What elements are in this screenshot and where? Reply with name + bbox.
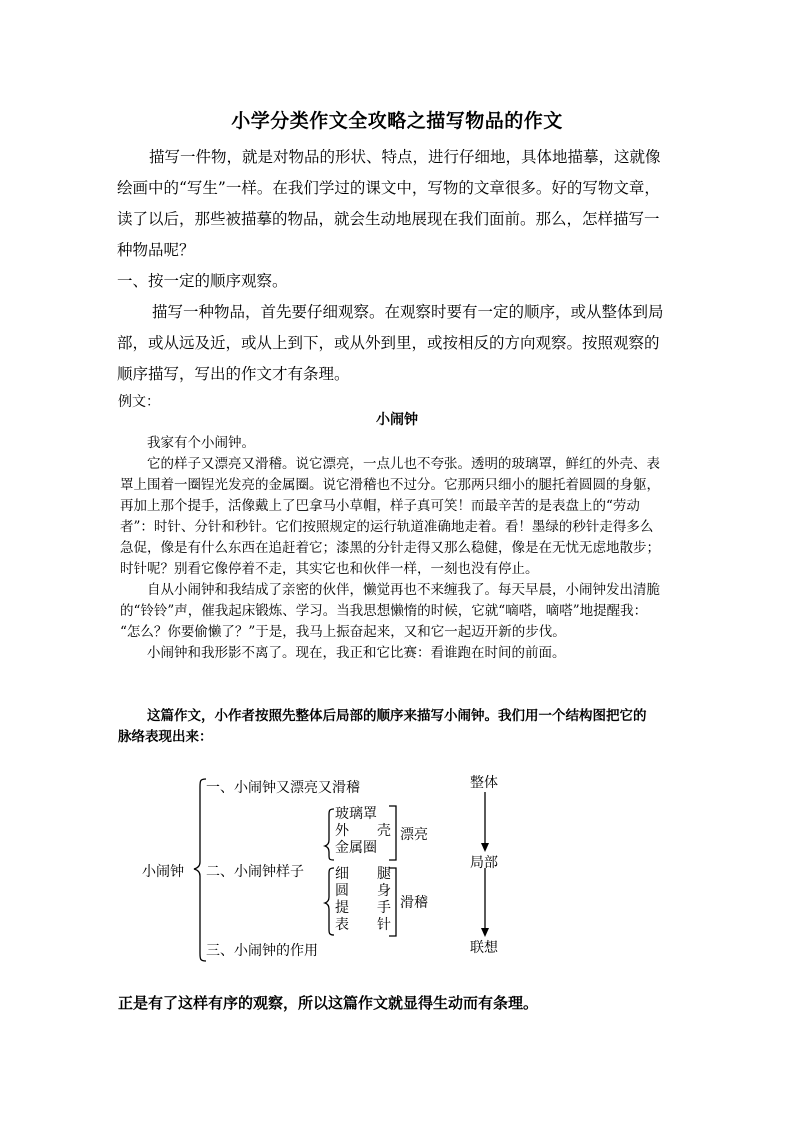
intro-line-2: 绘画中的“写生”一样。在我们学过的课文中，写物的文章很多。好的写物文章， bbox=[117, 179, 660, 197]
main-brace bbox=[194, 779, 206, 961]
essay-line: 罩上围着一圈锃光发亮的金属圈。说它滑稽也不过分。它那两只细小的腿托着圆圆的身躯， bbox=[120, 477, 660, 493]
essay-line: “怎么？你要偷懒了？”于是，我马上振奋起来，又和它一起迈开新的步伐。 bbox=[120, 624, 566, 640]
diagram-branch-3: 三、小闹钟的作用 bbox=[206, 943, 318, 959]
arrow-head-1 bbox=[481, 843, 489, 852]
group1-label: 漂亮 bbox=[400, 827, 428, 843]
group1-item: 金属圈 bbox=[335, 840, 377, 856]
group1-brace bbox=[325, 809, 334, 860]
essay-line: 小闹钟和我形影不离了。现在，我正和它比赛：看谁跑在时间的前面。 bbox=[147, 645, 566, 661]
group2-item: 圆 身 bbox=[335, 883, 391, 899]
essay-title: 小闹钟 bbox=[376, 412, 418, 428]
group2-label: 滑稽 bbox=[400, 895, 428, 911]
group1-item: 外 壳 bbox=[335, 823, 391, 839]
intro-line-4: 种物品呢？ bbox=[117, 241, 195, 259]
essay-line: 者”：时针、分针和秒针。它们按照规定的运行轨道准确地走着。看！墨绿的秒针走得多么 bbox=[120, 519, 654, 535]
section1-line-1: 描写一种物品，首先要仔细观察。在观察时要有一定的顺序，或从整体到局 bbox=[152, 303, 664, 321]
section1-line-2: 部，或从远及近，或从上到下，或从外到里，或按相反的方向观察。按照观察的 bbox=[117, 334, 660, 352]
intro-line-1: 描写一件物，就是对物品的形状、特点，进行仔细地，具体地描摹，这就像 bbox=[149, 148, 661, 166]
arrow-head-2 bbox=[481, 928, 489, 937]
diagram-group-1 bbox=[335, 806, 391, 857]
group2-item: 提 手 bbox=[335, 900, 391, 916]
group2-brace bbox=[325, 868, 334, 935]
diagram-root: 小闹钟 bbox=[142, 864, 184, 880]
conclusion: 正是有了这样有序的观察，所以这篇作文就显得生动而有条理。 bbox=[118, 994, 539, 1012]
group2-item: 细 腿 bbox=[335, 866, 391, 882]
section1-line-3: 顺序描写，写出的作文才有条理。 bbox=[117, 365, 350, 383]
intro-line-3: 读了以后，那些被描摹的物品，就会生动地展现在我们面前。那么，怎样描写一 bbox=[117, 210, 660, 228]
diagram-group-2 bbox=[335, 866, 391, 934]
analysis-line-2: 脉络表现出来： bbox=[118, 729, 213, 745]
flow-part: 局部 bbox=[470, 855, 498, 871]
diagram-branch-1: 一、小闹钟又漂亮又滑稽 bbox=[206, 780, 360, 796]
flow-whole: 整体 bbox=[470, 775, 498, 791]
essay-line: 再加上那个提手，活像戴上了巴拿马小草帽，样子真可笑！而最辛苦的是表盘上的“劳动 bbox=[120, 498, 640, 514]
example-label: 例文： bbox=[118, 394, 160, 410]
essay-line: 的“铃铃”声，催我起床锻炼、学习。当我思想懒惰的时候，它就“嘀嗒，嘀嗒”地提醒我： bbox=[120, 603, 648, 619]
flow-association: 联想 bbox=[470, 940, 498, 956]
essay-line: 自从小闹钟和我结成了亲密的伙伴，懒觉再也不来缠我了。每天早晨，小闹钟发出清脆 bbox=[147, 582, 660, 598]
section1-heading: 一、按一定的顺序观察。 bbox=[117, 272, 288, 290]
diagram-branch-2: 二、小闹钟样子 bbox=[206, 864, 304, 880]
page-title: 小学分类作文全攻略之描写物品的作文 bbox=[231, 110, 563, 132]
analysis-line-1: 这篇作文，小作者按照先整体后局部的顺序来描写小闹钟。我们用一个结构图把它的 bbox=[147, 708, 647, 724]
essay-line: 时针呢？别看它像停着不走，其实它也和伙伴一样，一刻也没有停止。 bbox=[120, 561, 539, 577]
essay-line: 急促，像是有什么东西在追赶着它；漆黑的分针走得又那么稳健，像是在无忧无虑地散步； bbox=[120, 540, 660, 556]
essay-line: 我家有个小闹钟。 bbox=[147, 435, 255, 451]
group1-item: 玻璃罩 bbox=[335, 806, 377, 822]
group2-item: 表 针 bbox=[335, 917, 391, 933]
essay-line: 它的样子又漂亮又滑稽。说它漂亮，一点儿也不夸张。透明的玻璃罩，鲜红的外壳、表 bbox=[147, 456, 660, 472]
